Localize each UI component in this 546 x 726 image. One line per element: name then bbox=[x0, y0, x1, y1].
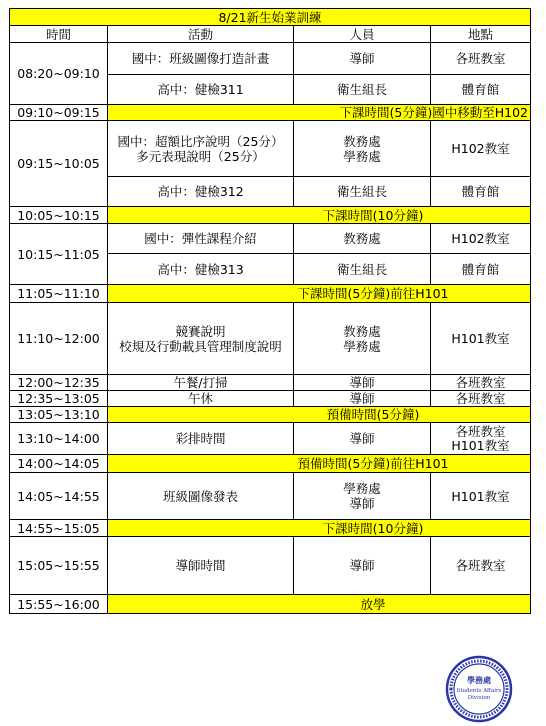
time-cell: 10:05~10:15 bbox=[10, 207, 108, 224]
place-cell: 各班教室 bbox=[431, 391, 531, 407]
activity-cell: 導師時間 bbox=[108, 537, 294, 595]
header-activity: 活動 bbox=[108, 26, 294, 43]
break-banner: 下課時間(5分鐘)國中移動至H102 bbox=[108, 105, 531, 121]
activity-cell: 班級圖像發表 bbox=[108, 473, 294, 520]
activity-cell: 午餐/打掃 bbox=[108, 375, 294, 391]
staff-cell: 學務處 導師 bbox=[294, 473, 431, 520]
seal-english-line2: Division bbox=[467, 695, 491, 701]
staff-cell: 衛生組長 bbox=[294, 75, 431, 105]
time-cell: 13:10~14:00 bbox=[10, 423, 108, 455]
seal-english-line1: Students Affairs bbox=[456, 688, 502, 694]
place-cell: 各班教室 bbox=[431, 43, 531, 75]
time-cell: 12:00~12:35 bbox=[10, 375, 108, 391]
staff-cell: 衛生組長 bbox=[294, 177, 431, 207]
place-cell: 體育館 bbox=[431, 177, 531, 207]
time-cell: 14:00~14:05 bbox=[10, 455, 108, 473]
time-cell: 10:15~11:05 bbox=[10, 224, 108, 285]
time-cell: 08:20~09:10 bbox=[10, 43, 108, 105]
activity-cell: 高中：健檢311 bbox=[108, 75, 294, 105]
activity-cell: 午休 bbox=[108, 391, 294, 407]
place-cell: H101教室 bbox=[431, 303, 531, 375]
staff-cell: 衛生組長 bbox=[294, 254, 431, 285]
staff-cell: 導師 bbox=[294, 391, 431, 407]
break-banner: 下課時間(5分鐘)前往H101 bbox=[108, 285, 531, 303]
time-cell: 14:05~14:55 bbox=[10, 473, 108, 520]
place-cell: 體育館 bbox=[431, 75, 531, 105]
place-cell: 體育館 bbox=[431, 254, 531, 285]
place-cell: H102教室 bbox=[431, 224, 531, 254]
staff-cell: 教務處 學務處 bbox=[294, 121, 431, 177]
dismissal-banner: 放學 bbox=[108, 595, 531, 614]
activity-cell: 國中：超額比序說明（25分） 多元表現說明（25分） bbox=[108, 121, 294, 177]
seal-title: 學務處 bbox=[467, 676, 491, 685]
time-cell: 09:10~09:15 bbox=[10, 105, 108, 121]
staff-cell: 導師 bbox=[294, 375, 431, 391]
break-banner: 下課時間(10分鐘) bbox=[108, 207, 531, 224]
staff-cell: 導師 bbox=[294, 43, 431, 75]
time-cell: 15:55~16:00 bbox=[10, 595, 108, 614]
header-time: 時間 bbox=[10, 26, 108, 43]
place-cell: H102教室 bbox=[431, 121, 531, 177]
place-cell: 各班教室 bbox=[431, 375, 531, 391]
break-banner: 預備時間(5分鐘)前往H101 bbox=[108, 455, 531, 473]
students-affairs-seal bbox=[445, 655, 513, 723]
schedule-title: 8/21新生始業訓練 bbox=[10, 9, 531, 26]
time-cell: 12:35~13:05 bbox=[10, 391, 108, 407]
time-cell: 15:05~15:55 bbox=[10, 537, 108, 595]
staff-cell: 導師 bbox=[294, 537, 431, 595]
header-place: 地點 bbox=[431, 26, 531, 43]
staff-cell: 導師 bbox=[294, 423, 431, 455]
place-cell: H101教室 bbox=[431, 473, 531, 520]
time-cell: 11:05~11:10 bbox=[10, 285, 108, 303]
activity-cell: 高中：健檢312 bbox=[108, 177, 294, 207]
break-banner: 下課時間(10分鐘) bbox=[108, 520, 531, 537]
activity-cell: 高中：健檢313 bbox=[108, 254, 294, 285]
place-cell: 各班教室 H101教室 bbox=[431, 423, 531, 455]
time-cell: 11:10~12:00 bbox=[10, 303, 108, 375]
time-cell: 14:55~15:05 bbox=[10, 520, 108, 537]
activity-cell: 國中：彈性課程介紹 bbox=[108, 224, 294, 254]
break-banner: 預備時間(5分鐘) bbox=[108, 407, 531, 423]
activity-cell: 國中：班級圖像打造計畫 bbox=[108, 43, 294, 75]
activity-cell: 彩排時間 bbox=[108, 423, 294, 455]
time-cell: 09:15~10:05 bbox=[10, 121, 108, 207]
activity-cell: 競賽說明 校規及行動載具管理制度說明 bbox=[108, 303, 294, 375]
staff-cell: 教務處 學務處 bbox=[294, 303, 431, 375]
schedule-table bbox=[9, 8, 531, 614]
header-staff: 人員 bbox=[294, 26, 431, 43]
staff-cell: 教務處 bbox=[294, 224, 431, 254]
time-cell: 13:05~13:10 bbox=[10, 407, 108, 423]
place-cell: 各班教室 bbox=[431, 537, 531, 595]
